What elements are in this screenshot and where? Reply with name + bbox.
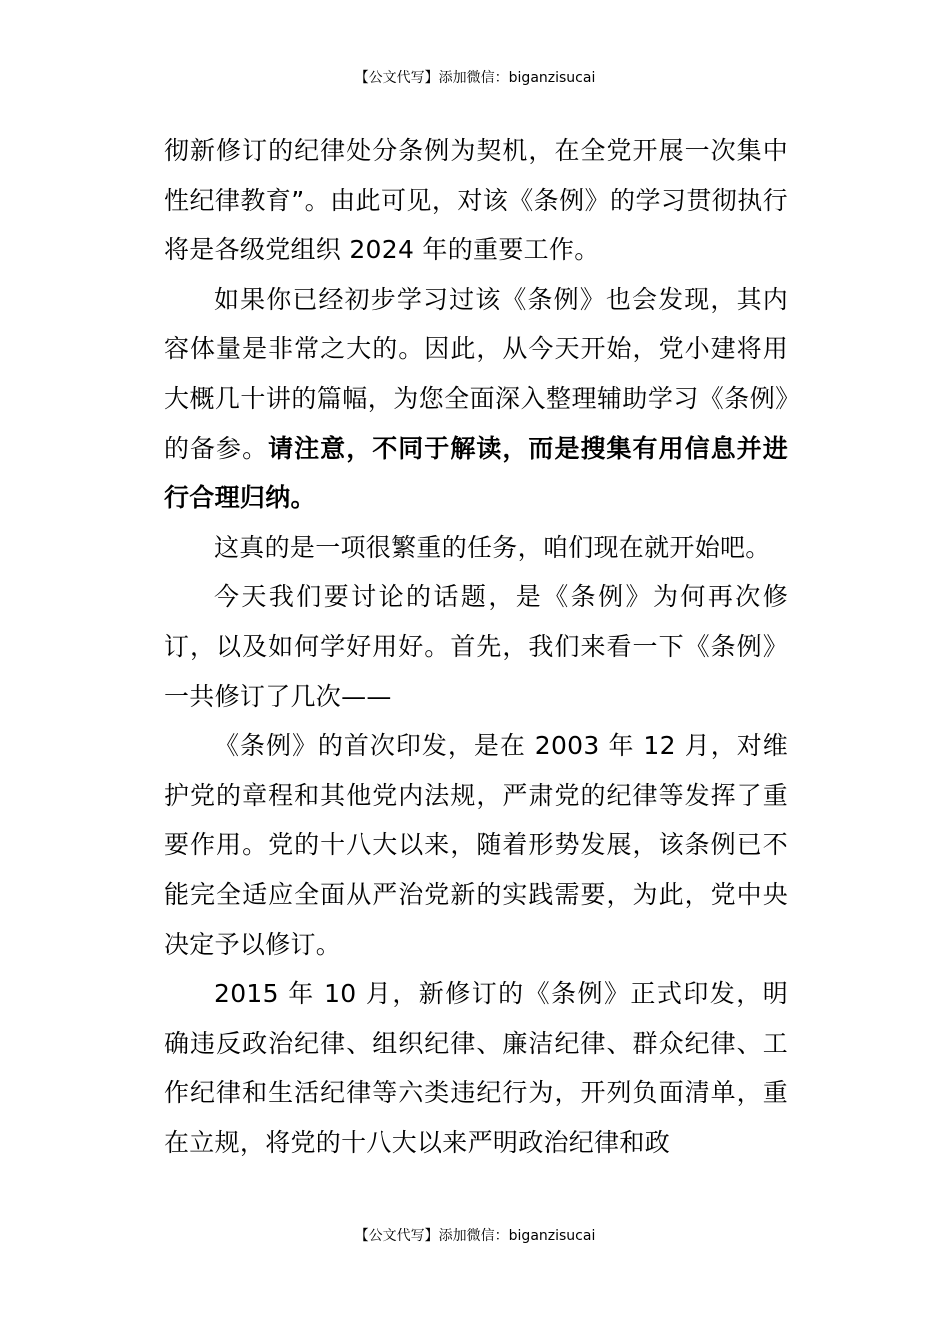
paragraph: 2015 年 10 月，新修订的《条例》正式印发，明确违反政治纪律、组织纪律、廉洁纪律、群众纪律、工作纪律和生活纪律等六类违纪行为，开列负面清单，重在立规，将党的十八大以来严明政治纪律和政 xyxy=(164,979,788,1157)
paragraph: 这真的是一项很繁重的任务，咱们现在就开始吧。 xyxy=(214,532,771,562)
paragraph: 彻新修订的纪律处分条例为契机，在全党开展一次集中性纪律教育”。由此可见，对该《条例》的学习贯彻执行将是各级党组织 2024 年的重要工作。 xyxy=(164,136,788,265)
document-body xyxy=(164,126,788,1167)
paragraph-text: 如果你已经初步学习过该《条例》也会发现，其内容体量是非常之大的。因此，从今天开始，党小建将用大概几十讲的篇幅，为您全面深入整理辅助学习《条例》的备参。 xyxy=(164,284,788,463)
page-footer: 【公文代写】添加微信：biganzisucai xyxy=(354,1228,596,1244)
paragraph xyxy=(164,275,788,523)
bold-emphasis-text: 请注意，不同于解读，而是搜集有用信息并进行合理归纳。 xyxy=(164,433,788,513)
page-header: 【公文代写】添加微信：biganzisucai xyxy=(354,70,596,86)
paragraph: 今天我们要讨论的话题，是《条例》为何再次修订，以及如何学好用好。首先，我们来看一下《条例》一共修订了几次—— xyxy=(164,582,788,711)
paragraph: 《条例》的首次印发，是在 2003 年 12 月，对维护党的章程和其他党内法规，严肃党的纪律等发挥了重要作用。党的十八大以来，随着形势发展，该条例已不能完全适应全面从严治党新的实践需要，为此，党中央决定予以修订。 xyxy=(164,731,788,959)
